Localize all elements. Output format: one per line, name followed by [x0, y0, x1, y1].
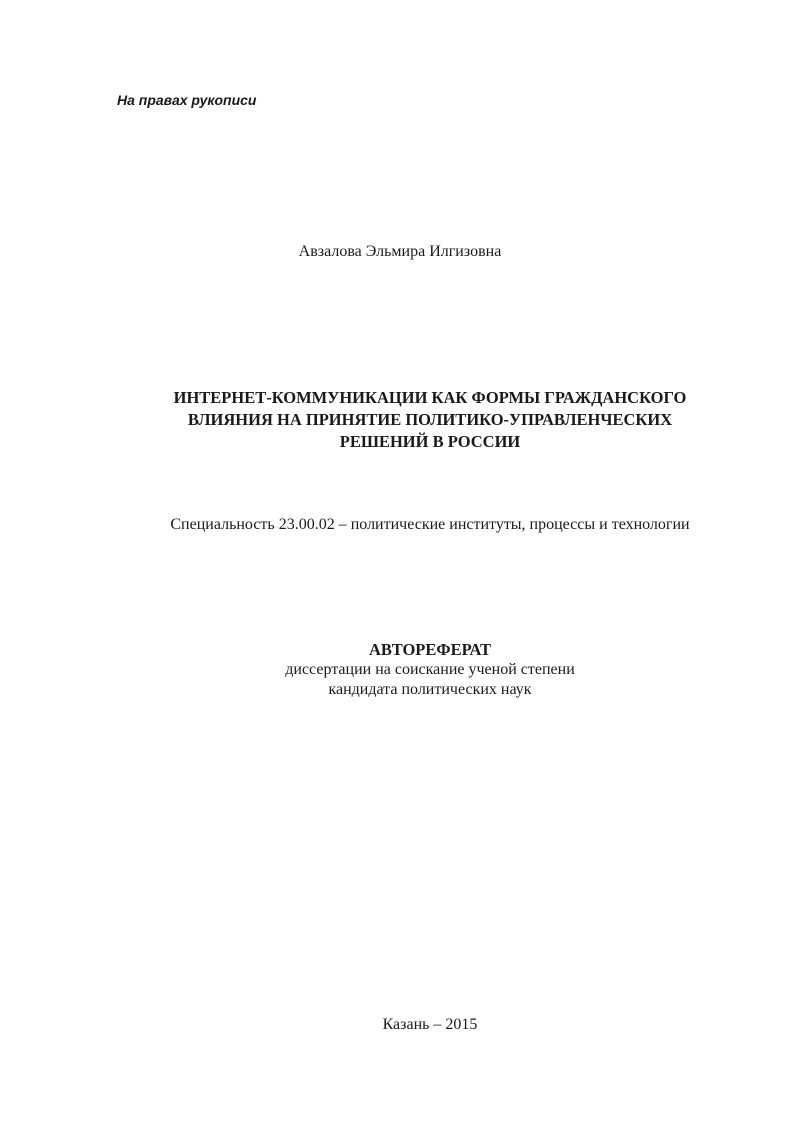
title-line: ВЛИЯНИЯ НА ПРИНЯТИЕ ПОЛИТИКО-УПРАВЛЕНЧЕСКИХ [187, 410, 673, 429]
place-year: Казань – 2015 [382, 1016, 478, 1033]
rights-notice: На правах рукописи [117, 92, 257, 108]
dissertation-title [100, 387, 760, 453]
title-line: ИНТЕРНЕТ-КОММУНИКАЦИИ КАК ФОРМЫ ГРАЖДАНСКОГО [173, 388, 687, 407]
specialty-line: Специальность 23.00.02 – политические институты, процессы и технологии [170, 516, 690, 533]
author-name: Авзалова Эльмира Илгизовна [298, 243, 502, 260]
abstract-line: кандидата политических наук [328, 681, 532, 698]
abstract-line: диссертации на соискание ученой степени [285, 661, 575, 678]
abstract-heading: АВТОРЕФЕРАТ [368, 640, 492, 659]
abstract-block [0, 640, 800, 700]
title-line: РЕШЕНИЙ В РОССИИ [339, 432, 521, 451]
